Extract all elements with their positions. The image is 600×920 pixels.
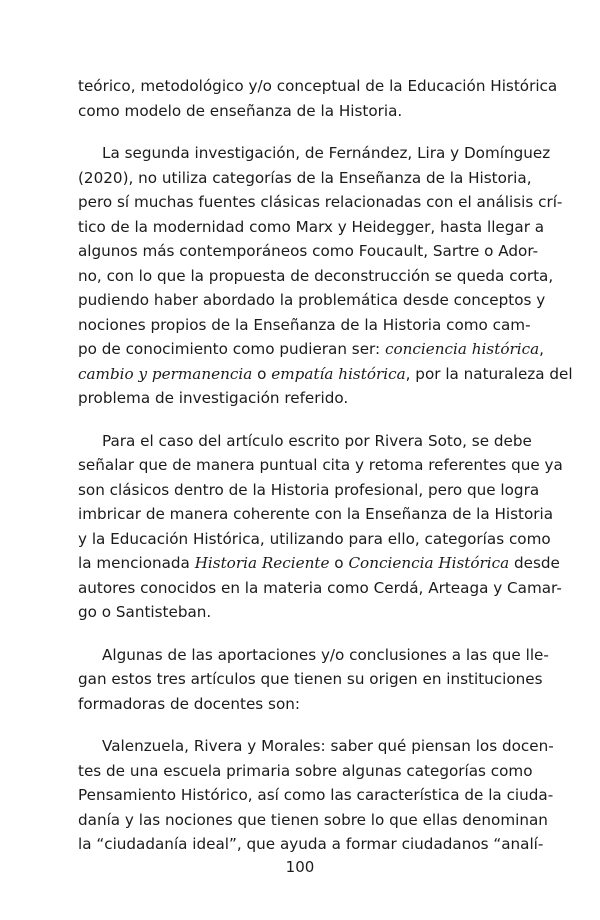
- text-line: La segunda investigación, de Fernández, Lira y Domínguez: [102, 144, 551, 162]
- text-run: o: [252, 364, 272, 383]
- text-line: no, con lo que la propuesta de deconstrucción se queda corta,: [78, 266, 554, 285]
- italic-term: conciencia histórica: [384, 340, 540, 358]
- text-line: gan estos tres artículos que tienen su origen en instituciones: [78, 670, 543, 688]
- text-line: formadoras de docentes son:: [78, 694, 300, 713]
- text-line: pudiendo haber abordado la problemática desde conceptos y: [78, 291, 546, 309]
- text-line: tes de una escuela primaria sobre algunas categorías como: [78, 761, 533, 780]
- text-line: teórico, metodológico y/o conceptual de la Educación Histórica: [78, 77, 558, 95]
- paragraph-1: [78, 74, 558, 123]
- text-run: ,: [539, 340, 544, 358]
- text-line: y la Educación Histórica, utilizando para ello, categorías como: [78, 529, 551, 548]
- italic-term: Conciencia Histórica: [348, 554, 510, 572]
- italic-term: Historia Reciente: [194, 554, 330, 572]
- text-line: problema de investigación referido.: [78, 389, 349, 407]
- text-line: pero sí muchas fuentes clásicas relacionadas con el análisis crí-: [78, 193, 563, 211]
- text-line: imbricar de manera coherente con la Enseñanza de la Historia: [78, 505, 554, 523]
- text-line: Valenzuela, Rivera y Morales: saber qué piensan los docen-: [102, 737, 554, 755]
- paragraph-4: [78, 643, 549, 717]
- paragraph-3: [78, 429, 563, 625]
- text-line: son clásicos dentro de la Historia profesional, pero que logra: [78, 480, 540, 499]
- text-run: o: [329, 554, 349, 572]
- text-line: autores conocidos en la materia como Cerdá, Arteaga y Camar-: [78, 578, 562, 597]
- paragraph-5: [78, 734, 554, 857]
- text-line: como modelo de enseñanza de la Historia.: [78, 101, 403, 120]
- page-body: [78, 74, 573, 857]
- page-number: 100: [285, 858, 315, 876]
- text-line: algunos más contemporáneos como Foucault, Sartre o Ador-: [78, 242, 539, 260]
- text-line: Para el caso del artículo escrito por Rivera Soto, se debe: [102, 431, 532, 450]
- text-line: [78, 337, 544, 362]
- text-line: tico de la modernidad como Marx y Heidegger, hasta llegar a: [78, 217, 545, 236]
- italic-term: cambio y permanencia: [78, 364, 253, 383]
- text-line: Algunas de las aportaciones y/o conclusiones a las que lle-: [102, 645, 549, 664]
- text-line: la “ciudadanía ideal”, que ayuda a formar ciudadanos “analí-: [78, 835, 544, 853]
- text-run: la mencionada: [78, 554, 195, 572]
- text-line: [78, 551, 560, 576]
- paragraph-2: [78, 141, 573, 411]
- text-line: Pensamiento Histórico, así como las característica de la ciuda-: [78, 786, 554, 804]
- text-line: [78, 362, 573, 387]
- text-line: danía y las nociones que tienen sobre lo que ellas denominan: [78, 810, 548, 829]
- text-line: go o Santisteban.: [78, 603, 212, 621]
- text-run: desde: [509, 554, 560, 572]
- text-line: nociones propios de la Enseñanza de la Historia como cam-: [78, 315, 531, 334]
- text-run: , por la naturaleza del: [405, 364, 573, 383]
- text-run: po de conocimiento como pudieran ser:: [78, 340, 385, 358]
- text-line: (2020), no utiliza categorías de la Enseñanza de la Historia,: [78, 168, 532, 187]
- text-line: señalar que de manera puntual cita y retoma referentes que ya: [78, 456, 563, 474]
- italic-term: empatía histórica: [271, 364, 406, 383]
